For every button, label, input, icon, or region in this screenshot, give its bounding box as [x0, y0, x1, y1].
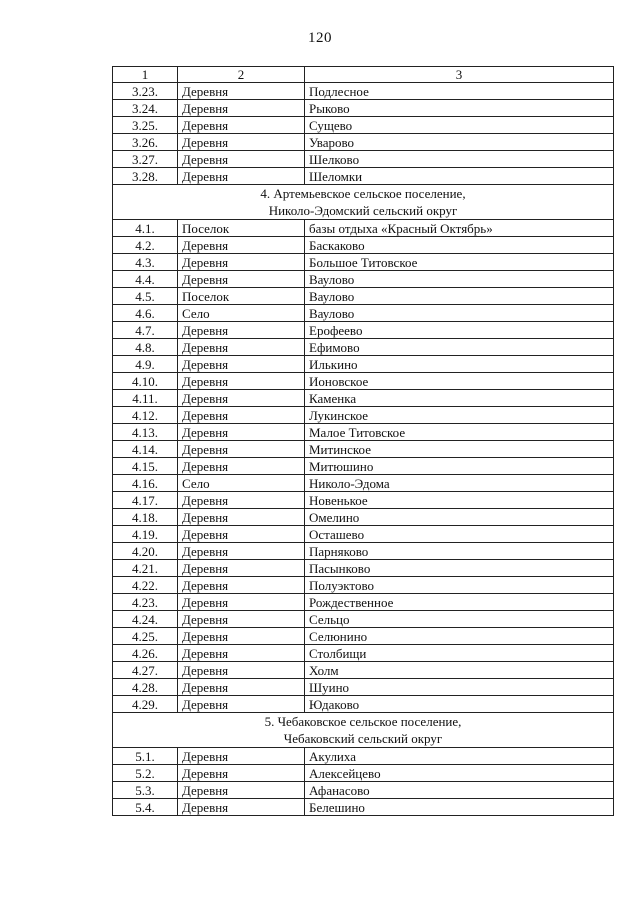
cell-number: 4.18. [113, 509, 178, 526]
cell-name: Афанасово [305, 782, 614, 799]
table-row [113, 594, 614, 611]
cell-number: 4.26. [113, 645, 178, 662]
section-row [113, 713, 614, 748]
cell-type: Деревня [178, 441, 305, 458]
cell-type: Деревня [178, 560, 305, 577]
table-row [113, 679, 614, 696]
cell-name: Ваулово [305, 271, 614, 288]
cell-type: Село [178, 475, 305, 492]
table-row [113, 117, 614, 134]
table-row [113, 475, 614, 492]
table-row [113, 509, 614, 526]
table-row [113, 237, 614, 254]
table-row [113, 628, 614, 645]
cell-number: 4.8. [113, 339, 178, 356]
cell-name: Селюнино [305, 628, 614, 645]
cell-name: Шелково [305, 151, 614, 168]
cell-type: Деревня [178, 662, 305, 679]
section-heading-line: Чебаковский сельский округ [283, 731, 443, 746]
cell-name: Рыково [305, 100, 614, 117]
cell-type: Деревня [178, 271, 305, 288]
table-row [113, 560, 614, 577]
section-row [113, 185, 614, 220]
cell-number: 4.16. [113, 475, 178, 492]
cell-name: Новенькое [305, 492, 614, 509]
cell-name: Шеломки [305, 168, 614, 185]
cell-name: базы отдыха «Красный Октябрь» [305, 220, 614, 237]
cell-name: Сельцо [305, 611, 614, 628]
cell-name: Белешино [305, 799, 614, 816]
cell-type: Деревня [178, 509, 305, 526]
cell-name: Осташево [305, 526, 614, 543]
cell-number: 4.2. [113, 237, 178, 254]
cell-type: Деревня [178, 765, 305, 782]
section-heading-line: 4. Артемьевское сельское поселение, [260, 186, 466, 201]
cell-number: 5.1. [113, 748, 178, 765]
cell-type: Деревня [178, 679, 305, 696]
cell-type: Село [178, 305, 305, 322]
cell-number: 4.13. [113, 424, 178, 441]
cell-number: 4.19. [113, 526, 178, 543]
table-row [113, 458, 614, 475]
table-row [113, 424, 614, 441]
cell-number: 3.24. [113, 100, 178, 117]
table-row [113, 441, 614, 458]
table-row [113, 288, 614, 305]
table-row [113, 168, 614, 185]
table-row [113, 254, 614, 271]
cell-type: Деревня [178, 628, 305, 645]
table-row [113, 390, 614, 407]
cell-type: Деревня [178, 577, 305, 594]
table-row [113, 407, 614, 424]
cell-name: Акулиха [305, 748, 614, 765]
cell-type: Деревня [178, 83, 305, 100]
cell-name: Илькино [305, 356, 614, 373]
table-row [113, 100, 614, 117]
cell-number: 4.7. [113, 322, 178, 339]
cell-name: Парняково [305, 543, 614, 560]
table-row [113, 696, 614, 713]
table-row [113, 220, 614, 237]
cell-name: Омелино [305, 509, 614, 526]
cell-name: Баскаково [305, 237, 614, 254]
table-body [113, 67, 614, 816]
cell-name: Ваулово [305, 305, 614, 322]
cell-type: Поселок [178, 220, 305, 237]
table-row [113, 134, 614, 151]
cell-number: 4.12. [113, 407, 178, 424]
cell-type: Деревня [178, 594, 305, 611]
cell-number: 4.21. [113, 560, 178, 577]
cell-name: Рождественное [305, 594, 614, 611]
cell-type: Деревня [178, 645, 305, 662]
cell-type: Деревня [178, 373, 305, 390]
cell-name: Пасынково [305, 560, 614, 577]
table-row [113, 83, 614, 100]
cell-number: 5.3. [113, 782, 178, 799]
cell-type: Деревня [178, 356, 305, 373]
cell-name: Уварово [305, 134, 614, 151]
cell-number: 4.10. [113, 373, 178, 390]
table-row [113, 782, 614, 799]
table-row [113, 611, 614, 628]
table-header-row [113, 67, 614, 83]
cell-type: Деревня [178, 390, 305, 407]
cell-type: Деревня [178, 407, 305, 424]
cell-type: Деревня [178, 117, 305, 134]
cell-number: 4.27. [113, 662, 178, 679]
cell-type: Деревня [178, 799, 305, 816]
cell-type: Деревня [178, 782, 305, 799]
cell-name: Ваулово [305, 288, 614, 305]
cell-name: Каменка [305, 390, 614, 407]
cell-number: 4.9. [113, 356, 178, 373]
cell-number: 4.24. [113, 611, 178, 628]
cell-name: Лукинское [305, 407, 614, 424]
header-cell-type: 2 [178, 67, 305, 83]
cell-number: 4.28. [113, 679, 178, 696]
table-row [113, 322, 614, 339]
cell-number: 3.25. [113, 117, 178, 134]
cell-type: Деревня [178, 254, 305, 271]
cell-number: 5.2. [113, 765, 178, 782]
cell-type: Деревня [178, 458, 305, 475]
cell-number: 3.26. [113, 134, 178, 151]
cell-number: 4.22. [113, 577, 178, 594]
header-cell-name: 3 [305, 67, 614, 83]
table-row [113, 339, 614, 356]
cell-number: 3.28. [113, 168, 178, 185]
cell-type: Деревня [178, 151, 305, 168]
cell-name: Шуино [305, 679, 614, 696]
cell-type: Деревня [178, 611, 305, 628]
cell-type: Деревня [178, 168, 305, 185]
cell-number: 4.25. [113, 628, 178, 645]
cell-name: Столбищи [305, 645, 614, 662]
cell-type: Деревня [178, 237, 305, 254]
cell-name: Сущево [305, 117, 614, 134]
cell-number: 3.27. [113, 151, 178, 168]
cell-name: Ефимово [305, 339, 614, 356]
cell-type: Деревня [178, 748, 305, 765]
cell-name: Митюшино [305, 458, 614, 475]
table-row [113, 356, 614, 373]
cell-name: Юдаково [305, 696, 614, 713]
cell-number: 4.15. [113, 458, 178, 475]
table-row [113, 526, 614, 543]
cell-number: 4.5. [113, 288, 178, 305]
cell-number: 3.23. [113, 83, 178, 100]
cell-number: 4.20. [113, 543, 178, 560]
cell-name: Ерофеево [305, 322, 614, 339]
cell-type: Деревня [178, 424, 305, 441]
cell-type: Деревня [178, 322, 305, 339]
header-cell-number: 1 [113, 67, 178, 83]
table-row [113, 373, 614, 390]
cell-name: Митинское [305, 441, 614, 458]
table-row [113, 577, 614, 594]
cell-type: Деревня [178, 134, 305, 151]
table-row [113, 799, 614, 816]
table-row [113, 271, 614, 288]
cell-number: 4.11. [113, 390, 178, 407]
section-heading-line: Николо-Эдомский сельский округ [268, 203, 458, 218]
cell-name: Большое Титовское [305, 254, 614, 271]
cell-number: 4.1. [113, 220, 178, 237]
cell-name: Подлесное [305, 83, 614, 100]
table-row [113, 492, 614, 509]
cell-number: 5.4. [113, 799, 178, 816]
section-heading [113, 713, 614, 748]
table-row [113, 151, 614, 168]
cell-type: Деревня [178, 526, 305, 543]
table-row [113, 543, 614, 560]
section-heading [113, 185, 614, 220]
cell-name: Холм [305, 662, 614, 679]
cell-number: 4.29. [113, 696, 178, 713]
cell-type: Деревня [178, 543, 305, 560]
table-row [113, 305, 614, 322]
cell-number: 4.4. [113, 271, 178, 288]
cell-number: 4.14. [113, 441, 178, 458]
cell-name: Малое Титовское [305, 424, 614, 441]
table-row [113, 748, 614, 765]
cell-name: Алексейцево [305, 765, 614, 782]
cell-number: 4.17. [113, 492, 178, 509]
cell-type: Деревня [178, 339, 305, 356]
page-number: 120 [308, 30, 332, 46]
cell-type: Деревня [178, 492, 305, 509]
table-row [113, 662, 614, 679]
cell-name: Полуэктово [305, 577, 614, 594]
table-row [113, 765, 614, 782]
cell-type: Деревня [178, 100, 305, 117]
cell-name: Ионовское [305, 373, 614, 390]
cell-name: Николо-Эдома [305, 475, 614, 492]
cell-number: 4.23. [113, 594, 178, 611]
cell-type: Деревня [178, 696, 305, 713]
settlements-table [112, 66, 614, 816]
section-heading-line: 5. Чебаковское сельское поселение, [264, 714, 462, 729]
cell-number: 4.3. [113, 254, 178, 271]
table-row [113, 645, 614, 662]
cell-type: Поселок [178, 288, 305, 305]
cell-number: 4.6. [113, 305, 178, 322]
